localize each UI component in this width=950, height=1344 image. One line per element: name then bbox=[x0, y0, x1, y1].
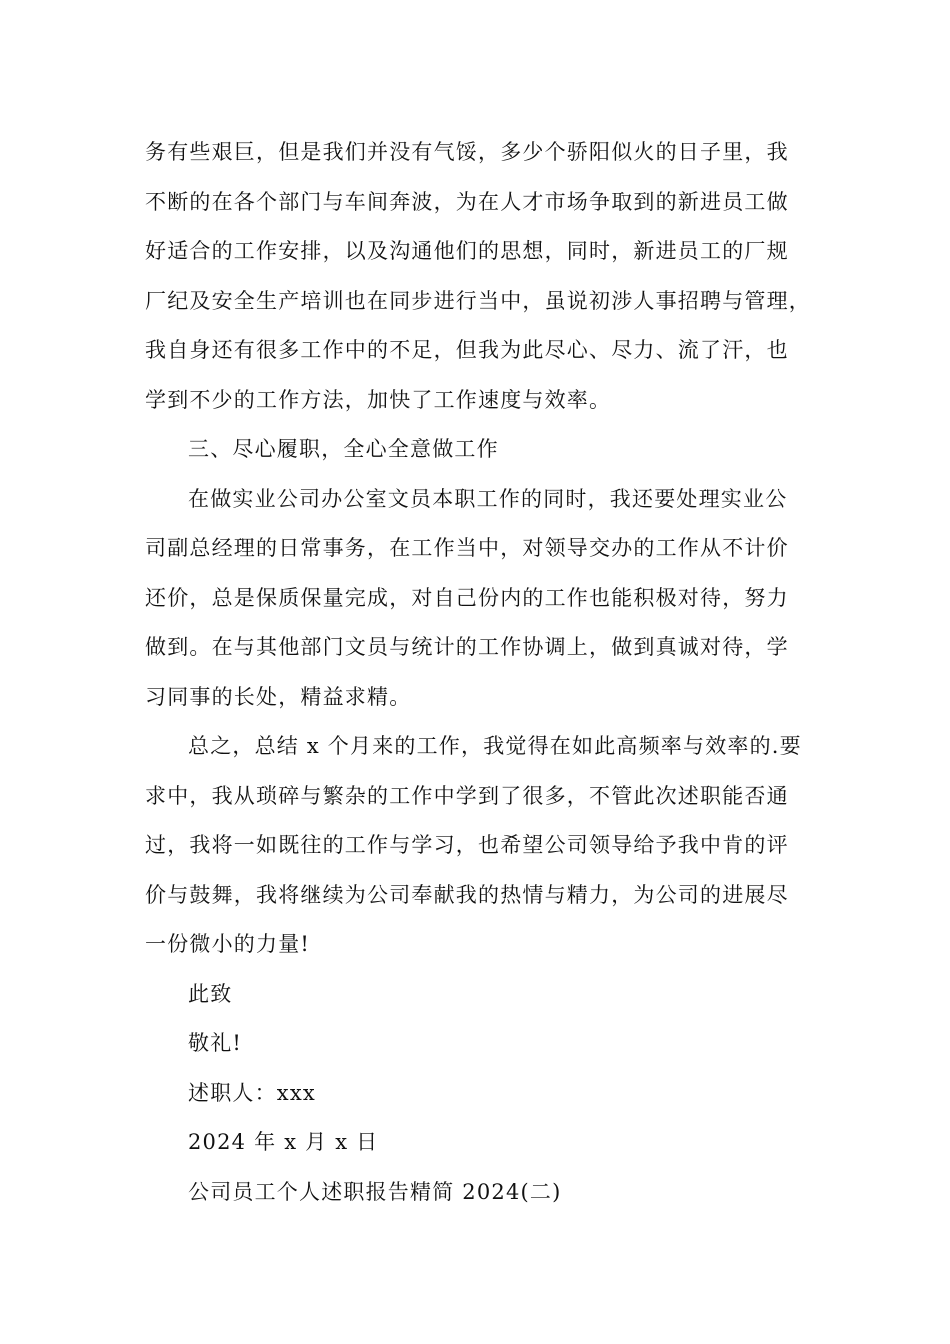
paragraph-3-line-1: 总之，总结 x 个月来的工作，我觉得在如此高频率与效率的.要 bbox=[188, 734, 802, 758]
section-heading-3: 三、尽心履职，全心全意做工作 bbox=[188, 437, 499, 461]
document-page bbox=[145, 128, 825, 1217]
paragraph-2-line-2: 司副总经理的日常事务，在工作当中，对领导交办的工作从不计价 bbox=[145, 536, 789, 560]
paragraph-1-line-1: 务有些艰巨，但是我们并没有气馁，多少个骄阳似火的日子里，我 bbox=[145, 140, 789, 164]
paragraph-1-line-4: 厂纪及安全生产培训也在同步进行当中，虽说初涉人事招聘与管理， bbox=[145, 288, 811, 313]
paragraph-2-line-4: 做到。在与其他部门文员与统计的工作协调上，做到真诚对待，学 bbox=[145, 635, 789, 659]
date-line: 2024 年 x 月 x 日 bbox=[188, 1130, 379, 1154]
closing-regards: 敬礼! bbox=[188, 1031, 243, 1055]
paragraph-1-line-3: 好适合的工作安排，以及沟通他们的思想，同时，新进员工的厂规 bbox=[145, 239, 789, 263]
paragraph-3-line-2: 求中，我从琐碎与繁杂的工作中学到了很多，不管此次述职能否通 bbox=[145, 783, 789, 808]
paragraph-3-line-5: 一份微小的力量! bbox=[145, 932, 311, 956]
paragraph-3-line-3: 过，我将一如既往的工作与学习，也希望公司领导给予我中肯的评 bbox=[145, 833, 789, 857]
paragraph-3-line-4: 价与鼓舞，我将继续为公司奉献我的热情与精力，为公司的进展尽 bbox=[145, 882, 789, 907]
signature-line: 述职人：xxx bbox=[188, 1080, 316, 1105]
paragraph-2-line-5: 习同事的长处，精益求精。 bbox=[145, 684, 412, 709]
next-report-title: 公司员工个人述职报告精简 2024(二) bbox=[188, 1179, 562, 1204]
paragraph-1-line-5: 我自身还有很多工作中的不足，但我为此尽心、尽力、流了汗，也 bbox=[145, 338, 789, 362]
paragraph-1-line-6: 学到不少的工作方法，加快了工作速度与效率。 bbox=[145, 387, 612, 412]
paragraph-1-line-2: 不断的在各个部门与车间奔波，为在人才市场争取到的新进员工做 bbox=[145, 189, 789, 214]
paragraph-2-line-1: 在做实业公司办公室文员本职工作的同时，我还要处理实业公 bbox=[188, 486, 788, 511]
paragraph-2-line-3: 还价，总是保质保量完成，对自己份内的工作也能积极对待，努力 bbox=[145, 585, 789, 610]
closing-salutation: 此致 bbox=[188, 981, 233, 1006]
